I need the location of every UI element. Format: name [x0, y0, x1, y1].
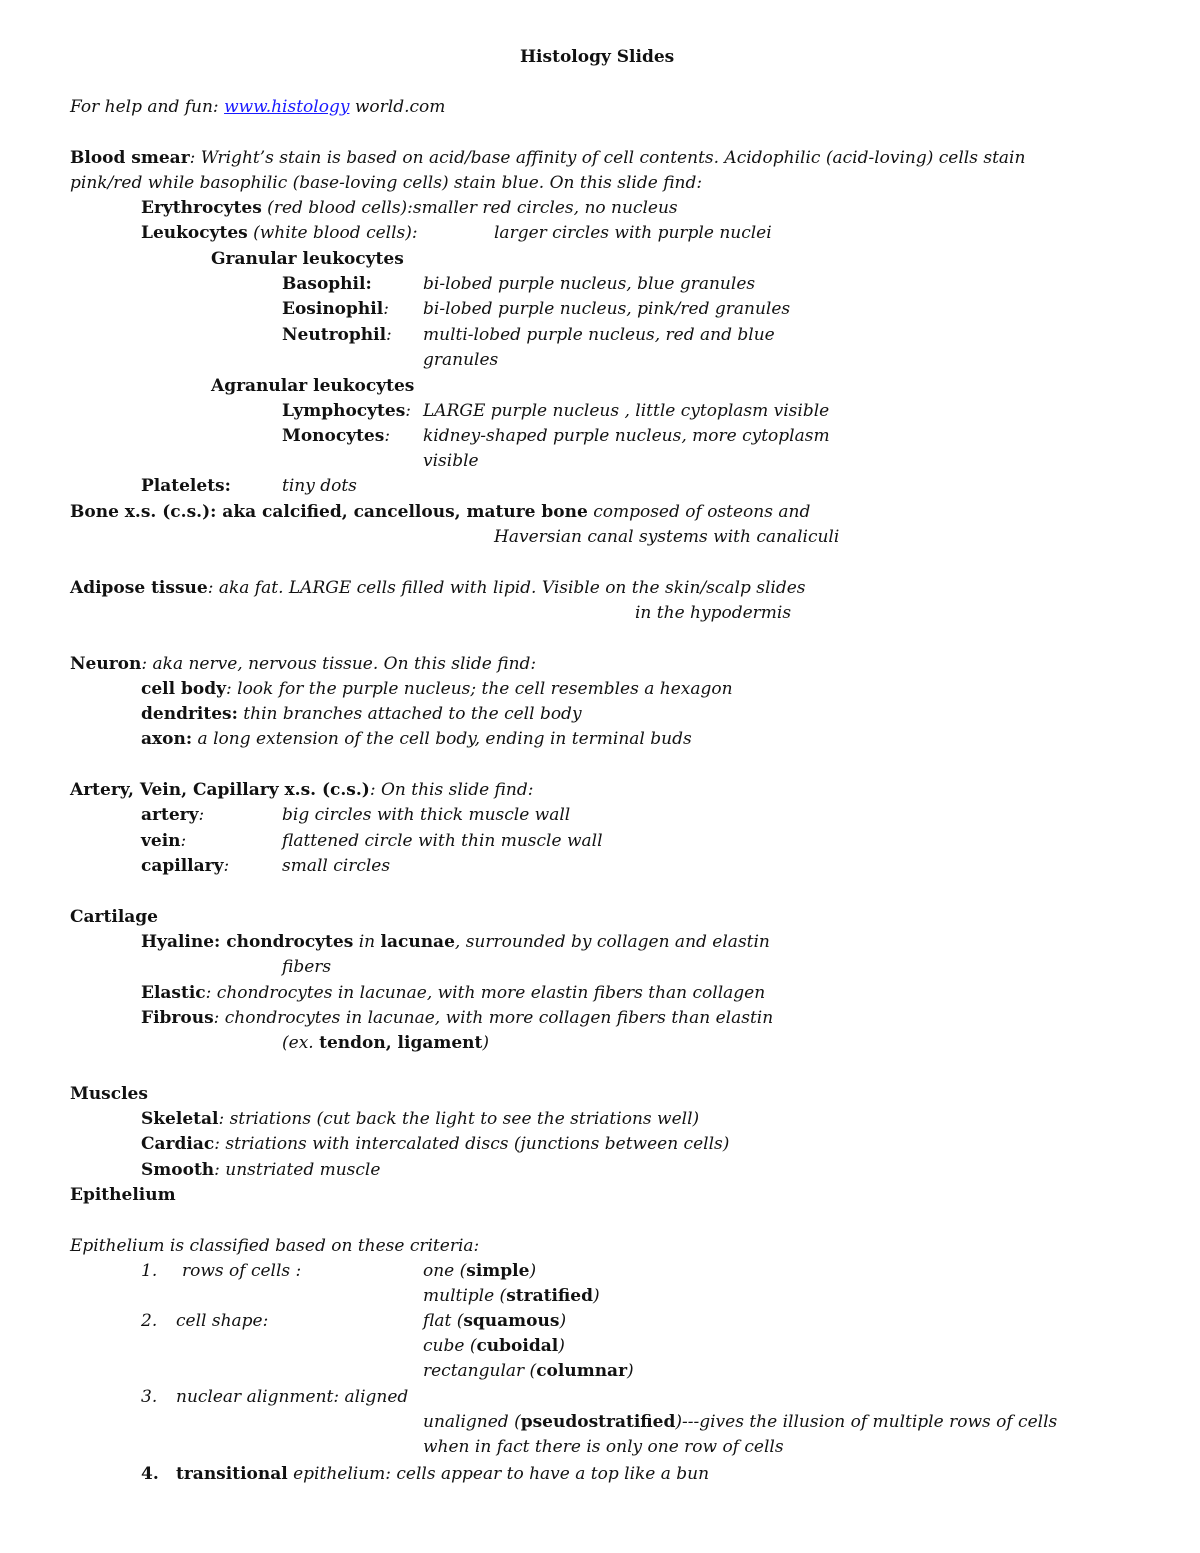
- fibrous-example: [282, 1033, 489, 1053]
- hyaline-label: Hyaline: chondrocytes: [141, 932, 354, 952]
- help-prefix: For help and fun:: [70, 97, 225, 117]
- vein-label-text: vein: [141, 831, 181, 851]
- criterion-2-number: 2.: [141, 1311, 158, 1331]
- cuboidal-post: ): [558, 1336, 565, 1356]
- neuron-heading: Neuron: [70, 654, 142, 674]
- monocytes-desc-1: kidney-shaped purple nucleus, more cytoplasm: [423, 426, 830, 446]
- columnar-post: ): [627, 1361, 634, 1381]
- pseudostratified-line2: when in fact there is only one row of cells: [423, 1437, 784, 1457]
- neuron-line: [70, 654, 536, 674]
- simple-pre: one (: [423, 1261, 467, 1281]
- hyaline-in: in: [353, 932, 381, 952]
- criterion-4-number: 4.: [141, 1464, 159, 1484]
- transitional-label: transitional: [176, 1464, 288, 1484]
- leukocytes-paren: (white blood cells):: [247, 223, 418, 243]
- granular-heading: Granular leukocytes: [211, 249, 404, 269]
- skeletal-label: Skeletal: [141, 1109, 219, 1129]
- lymphocytes-colon: :: [405, 401, 412, 421]
- cell-body-label: cell body: [141, 679, 226, 699]
- simple-bold: simple: [466, 1261, 530, 1281]
- skeletal-desc: : striations (cut back the light to see the striations well): [218, 1109, 700, 1129]
- cardiac-label: Cardiac: [141, 1134, 215, 1154]
- page-title: Histology Slides: [520, 47, 675, 67]
- neutrophil-label-text: Neutrophil: [282, 325, 387, 345]
- neuron-intro: : aka nerve, nervous tissue. On this slide find:: [141, 654, 537, 674]
- stratified-value: [423, 1286, 600, 1306]
- simple-value: [423, 1261, 536, 1281]
- erythrocytes-label: Erythrocytes: [141, 198, 262, 218]
- blood-intro1: : Wright’s stain is based on acid/base affinity of cell contents. Acidophilic (acid-loving) cells stain: [189, 148, 1026, 168]
- basophil-label: Basophil:: [282, 274, 372, 294]
- axon-label: axon:: [141, 729, 193, 749]
- monocytes-label: [282, 426, 390, 446]
- eosinophil-desc: bi-lobed purple nucleus, pink/red granules: [423, 299, 791, 319]
- leukocytes-label: Leukocytes: [141, 223, 248, 243]
- cuboidal-bold: cuboidal: [476, 1336, 559, 1356]
- criterion-1-number: 1.: [141, 1261, 158, 1281]
- help-line: [70, 97, 445, 117]
- elastic-label: Elastic: [141, 983, 206, 1003]
- smooth-desc: : unstriated muscle: [214, 1160, 381, 1180]
- monocytes-label-text: Monocytes: [282, 426, 385, 446]
- fibrous-ex-close: ): [482, 1033, 490, 1053]
- axon-desc: a long extension of the cell body, ending in terminal buds: [192, 729, 692, 749]
- columnar-bold: columnar: [536, 1361, 628, 1381]
- fibrous-row: [141, 1008, 773, 1028]
- fibrous-ex-open: (ex.: [282, 1033, 320, 1053]
- skeletal-row: [141, 1109, 699, 1129]
- lymphocytes-label: [282, 401, 411, 421]
- bone-desc1: composed of osteons and: [587, 502, 811, 522]
- help-suffix: world.com: [349, 97, 446, 117]
- monocytes-colon: :: [384, 426, 391, 446]
- agranular-heading: Agranular leukocytes: [211, 376, 415, 396]
- elastic-row: [141, 983, 765, 1003]
- vein-desc: flattened circle with thin muscle wall: [282, 831, 603, 851]
- capillary-colon: :: [223, 856, 230, 876]
- cell-body-row: [141, 679, 733, 699]
- squamous-post: ): [559, 1311, 567, 1331]
- adipose-heading: Adipose tissue: [70, 578, 208, 598]
- axon-row: [141, 729, 692, 749]
- fibrous-ex-bold: tendon, ligament: [319, 1033, 483, 1053]
- vessels-intro: : On this slide find:: [369, 780, 534, 800]
- criterion-3-label: nuclear alignment: aligned: [176, 1387, 409, 1407]
- smooth-label: Smooth: [141, 1160, 215, 1180]
- criterion-3-number: 3.: [141, 1387, 158, 1407]
- columnar-pre: rectangular (: [423, 1361, 537, 1381]
- neutrophil-desc-1: multi-lobed purple nucleus, red and blue: [423, 325, 775, 345]
- vein-colon: :: [180, 831, 187, 851]
- epithelium-intro: Epithelium is classified based on these criteria:: [70, 1236, 480, 1256]
- eosinophil-label: [282, 299, 389, 319]
- fibrous-label: Fibrous: [141, 1008, 214, 1028]
- adipose-desc1: : aka fat. LARGE cells filled with lipid. Visible on the skin/scalp slides: [207, 578, 806, 598]
- dendrites-row: [141, 704, 582, 724]
- hyaline-desc2: fibers: [282, 957, 332, 977]
- vessels-line: [70, 780, 533, 800]
- neutrophil-label: [282, 325, 392, 345]
- artery-colon: :: [198, 805, 205, 825]
- erythrocytes-row: [141, 198, 678, 218]
- pseudostratified-post: )---gives the illusion of multiple rows of cells: [675, 1412, 1058, 1432]
- blood-intro-line1: [70, 148, 1025, 168]
- cardiac-desc: : striations with intercalated discs (junctions between cells): [214, 1134, 730, 1154]
- artery-label-text: artery: [141, 805, 199, 825]
- bone-desc2: Haversian canal systems with canaliculi: [494, 527, 840, 547]
- histology-link[interactable]: www.histology: [224, 97, 350, 117]
- adipose-line1: [70, 578, 806, 598]
- capillary-desc: small circles: [282, 856, 391, 876]
- cuboidal-pre: cube (: [423, 1336, 477, 1356]
- adipose-desc2: in the hypodermis: [635, 603, 792, 623]
- artery-label: [141, 805, 204, 825]
- pseudostratified-pre: unaligned (: [423, 1412, 521, 1432]
- transitional-desc: epithelium: cells appear to have a top like a bun: [287, 1464, 710, 1484]
- platelets-label: Platelets:: [141, 476, 231, 496]
- neutrophil-desc-2: granules: [423, 350, 499, 370]
- dendrites-desc: thin branches attached to the cell body: [237, 704, 582, 724]
- simple-post: ): [529, 1261, 537, 1281]
- eosinophil-label-text: Eosinophil: [282, 299, 384, 319]
- leukocytes-row: [141, 223, 418, 243]
- cardiac-row: [141, 1134, 729, 1154]
- epithelium-heading: Epithelium: [70, 1185, 176, 1205]
- basophil-desc: bi-lobed purple nucleus, blue granules: [423, 274, 756, 294]
- pseudostratified-bold: pseudostratified: [520, 1412, 676, 1432]
- stratified-post: ): [592, 1286, 600, 1306]
- pseudostratified-value: [423, 1412, 1057, 1432]
- leukocytes-desc: larger circles with purple nuclei: [494, 223, 772, 243]
- lymphocytes-desc: LARGE purple nucleus , little cytoplasm visible: [423, 401, 830, 421]
- vessels-heading: Artery, Vein, Capillary x.s. (c.s.): [70, 780, 370, 800]
- elastic-desc: : chondrocytes in lacunae, with more elastin fibers than collagen: [205, 983, 766, 1003]
- cartilage-heading: Cartilage: [70, 907, 158, 927]
- squamous-bold: squamous: [463, 1311, 560, 1331]
- squamous-value: [423, 1311, 566, 1331]
- hyaline-desc1: , surrounded by collagen and elastin: [454, 932, 770, 952]
- muscles-heading: Muscles: [70, 1084, 148, 1104]
- stratified-pre: multiple (: [423, 1286, 507, 1306]
- dendrites-label: dendrites:: [141, 704, 238, 724]
- transitional-row: [176, 1464, 709, 1484]
- platelets-desc: tiny dots: [282, 476, 357, 496]
- smooth-row: [141, 1160, 380, 1180]
- cuboidal-value: [423, 1336, 565, 1356]
- hyaline-lacunae: lacunae: [380, 932, 455, 952]
- hyaline-row: [141, 932, 770, 952]
- bone-heading: Bone x.s. (c.s.): aka calcified, cancellous, mature bone: [70, 502, 588, 522]
- erythrocytes-paren: (red blood cells):: [261, 198, 413, 218]
- capillary-label-text: capillary: [141, 856, 224, 876]
- vein-label: [141, 831, 186, 851]
- neutrophil-colon: :: [386, 325, 392, 345]
- capillary-label: [141, 856, 229, 876]
- criterion-2-label: cell shape:: [176, 1311, 269, 1331]
- blood-intro-line2: pink/red while basophilic (base-loving cells) stain blue. On this slide find:: [70, 173, 703, 193]
- artery-desc: big circles with thick muscle wall: [282, 805, 571, 825]
- erythrocytes-desc: smaller red circles, no nucleus: [412, 198, 678, 218]
- columnar-value: [423, 1361, 634, 1381]
- stratified-bold: stratified: [506, 1286, 593, 1306]
- squamous-pre: flat (: [423, 1311, 464, 1331]
- lymphocytes-label-text: Lymphocytes: [282, 401, 406, 421]
- monocytes-desc-2: visible: [423, 451, 479, 471]
- bone-line1: [70, 502, 810, 522]
- fibrous-desc: : chondrocytes in lacunae, with more collagen fibers than elastin: [213, 1008, 774, 1028]
- criterion-1-label: rows of cells :: [182, 1261, 302, 1281]
- cell-body-desc: : look for the purple nucleus; the cell resembles a hexagon: [226, 679, 733, 699]
- blood-heading: Blood smear: [70, 148, 190, 168]
- eosinophil-colon: :: [383, 299, 389, 319]
